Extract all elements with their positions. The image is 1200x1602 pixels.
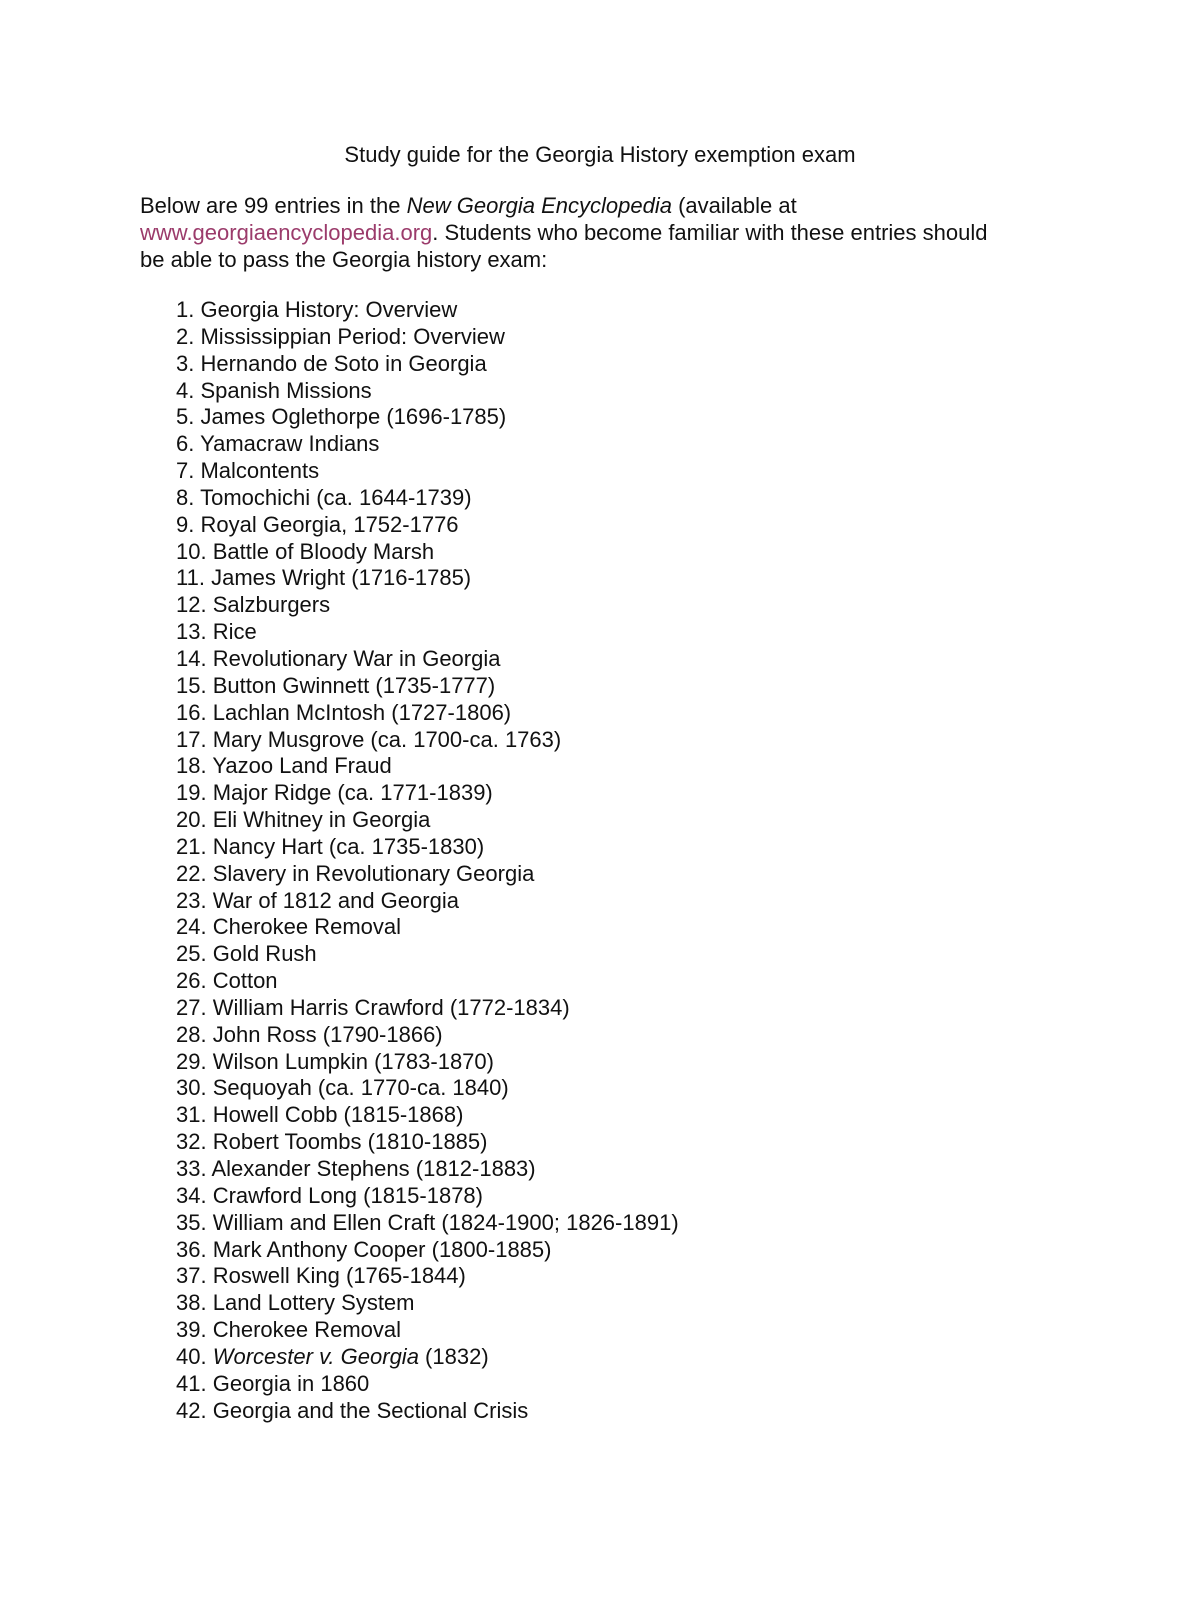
entry-number: 38. [176, 1290, 207, 1316]
entry-title: Gold Rush [212, 941, 317, 967]
entry-title: Alexander Stephens (1812-1883) [211, 1156, 536, 1181]
intro-text-3: . Students who become familiar with these entries should [432, 220, 988, 245]
entry-title: Royal Georgia, 1752-1776 [200, 511, 459, 537]
list-item [176, 404, 679, 431]
list-item [176, 565, 679, 592]
entry-number: 10. [176, 538, 207, 564]
entry-number: 9. [176, 511, 195, 537]
entry-title: Yamacraw Indians [200, 431, 380, 457]
intro-line-1 [140, 192, 1080, 219]
entry-title: Malcontents [200, 458, 320, 484]
intro-text-2: (available at [671, 193, 797, 218]
entry-number: 5. [176, 404, 195, 430]
entry-number: 8. [176, 484, 195, 510]
list-item [176, 1290, 679, 1317]
list-item [176, 458, 679, 485]
entry-title: Battle of Bloody Marsh [212, 538, 435, 564]
list-item [176, 1317, 679, 1344]
list-item [176, 807, 679, 834]
entry-title: John Ross (1790-1866) [212, 1021, 443, 1047]
entry-title: Georgia in 1860 [212, 1370, 370, 1396]
list-item [176, 780, 679, 807]
entry-number: 32. [176, 1129, 207, 1155]
entry-number: 14. [176, 645, 207, 671]
entry-title: Spanish Missions [200, 377, 372, 403]
entry-number: 12. [176, 592, 207, 618]
entry-title: Mary Musgrove (ca. 1700-ca. 1763) [212, 726, 562, 752]
entry-number: 40. [176, 1343, 207, 1369]
entry-title: William and Ellen Craft (1824-1900; 1826-1891) [212, 1209, 679, 1235]
entry-title: Button Gwinnett (1735-1777) [212, 672, 496, 698]
entry-title: Slavery in Revolutionary Georgia [212, 860, 535, 886]
entry-number: 41. [176, 1370, 207, 1396]
list-item [176, 1129, 679, 1156]
entry-title: Roswell King (1765-1844) [212, 1263, 466, 1289]
entry-title: Land Lottery System [212, 1290, 415, 1316]
intro-line-2 [140, 219, 1080, 246]
list-item [176, 1371, 679, 1398]
entry-number: 19. [176, 780, 207, 806]
entry-title: Georgia and the Sectional Crisis [212, 1397, 529, 1423]
entry-number: 30. [176, 1075, 207, 1101]
list-item [176, 351, 679, 378]
entry-number: 23. [176, 887, 207, 913]
intro-paragraph [140, 192, 1080, 273]
entry-number: 6. [176, 431, 195, 457]
entry-number: 4. [176, 377, 195, 403]
entry-title: Cotton [212, 968, 278, 994]
entry-number: 27. [176, 994, 207, 1020]
entry-title: James Wright (1716-1785) [211, 565, 472, 591]
list-item [176, 861, 679, 888]
list-item [176, 485, 679, 512]
entry-title: Yazoo Land Fraud [212, 753, 392, 779]
encyclopedia-name: New Georgia Encyclopedia [406, 193, 672, 218]
list-item [176, 673, 679, 700]
entry-number: 35. [176, 1209, 207, 1235]
list-item [176, 1075, 679, 1102]
list-item [176, 1183, 679, 1210]
entry-title: William Harris Crawford (1772-1834) [212, 994, 570, 1020]
entry-title: Robert Toombs (1810-1885) [212, 1129, 488, 1155]
entry-title: Wilson Lumpkin (1783-1870) [212, 1048, 494, 1074]
list-item [176, 324, 679, 351]
entry-title: (1832) [418, 1343, 489, 1369]
list-item [176, 378, 679, 405]
list-item [176, 619, 679, 646]
entry-number: 28. [176, 1021, 207, 1047]
entry-title: Nancy Hart (ca. 1735-1830) [212, 833, 485, 859]
entry-number: 1. [176, 297, 195, 322]
list-item [176, 1156, 679, 1183]
list-item [176, 914, 679, 941]
entry-title: Eli Whitney in Georgia [212, 807, 431, 833]
list-item [176, 646, 679, 673]
entry-title: Salzburgers [212, 592, 331, 618]
list-item [176, 297, 679, 324]
list-item [176, 753, 679, 780]
list-item [176, 995, 679, 1022]
list-item [176, 1398, 679, 1425]
entry-number: 3. [176, 350, 195, 376]
list-item [176, 592, 679, 619]
entry-title: Hernando de Soto in Georgia [200, 350, 487, 376]
entry-number: 17. [176, 726, 207, 752]
entry-number: 7. [176, 458, 195, 484]
entry-number: 18. [176, 753, 207, 779]
encyclopedia-link[interactable]: www.georgiaencyclopedia.org [140, 220, 433, 245]
entry-number: 37. [176, 1263, 207, 1289]
entry-number: 24. [176, 914, 207, 940]
entry-title: Georgia History: Overview [200, 297, 458, 322]
intro-text-1: Below are 99 entries in the [140, 193, 407, 218]
entry-title: Sequoyah (ca. 1770-ca. 1840) [212, 1075, 509, 1101]
entry-title-italic: Worcester v. Georgia [212, 1343, 419, 1369]
entry-number: 13. [176, 619, 207, 645]
list-item [176, 941, 679, 968]
list-item [176, 431, 679, 458]
list-item [176, 512, 679, 539]
document-title: Study guide for the Georgia History exemption exam [344, 142, 856, 167]
entry-number: 16. [176, 699, 207, 725]
entry-title: Howell Cobb (1815-1868) [212, 1102, 464, 1128]
entry-title: Major Ridge (ca. 1771-1839) [212, 780, 493, 806]
entry-title: Crawford Long (1815-1878) [212, 1182, 483, 1208]
entry-number: 33. [176, 1156, 207, 1181]
list-item [176, 1263, 679, 1290]
entry-number: 22. [176, 860, 207, 886]
entry-number: 20. [176, 807, 207, 833]
entry-title: Tomochichi (ca. 1644-1739) [200, 484, 472, 510]
list-item [176, 700, 679, 727]
entry-title: Rice [212, 619, 257, 645]
entry-number: 29. [176, 1048, 207, 1074]
list-item [176, 834, 679, 861]
entry-number: 31. [176, 1102, 207, 1128]
list-item [176, 1210, 679, 1237]
entry-number: 2. [176, 323, 195, 349]
entry-number: 11. [176, 565, 205, 591]
entry-number: 42. [176, 1397, 207, 1423]
list-item [176, 727, 679, 754]
list-item [176, 539, 679, 566]
entry-number: 25. [176, 941, 207, 967]
entry-number: 26. [176, 968, 207, 994]
entry-title: Lachlan McIntosh (1727-1806) [212, 699, 512, 725]
entry-title: Mississippian Period: Overview [200, 323, 505, 349]
list-item [176, 1237, 679, 1264]
entry-number: 21. [176, 833, 207, 859]
entry-number: 15. [176, 672, 207, 698]
entry-title: Cherokee Removal [212, 1317, 402, 1343]
intro-line-3: be able to pass the Georgia history exam: [140, 247, 548, 272]
entry-title: Revolutionary War in Georgia [212, 645, 501, 671]
entry-number: 36. [176, 1236, 207, 1262]
entry-title: Cherokee Removal [212, 914, 402, 940]
list-item [176, 968, 679, 995]
entry-title: Mark Anthony Cooper (1800-1885) [212, 1236, 552, 1262]
entries-list [176, 297, 679, 1424]
entry-title: James Oglethorpe (1696-1785) [200, 404, 507, 430]
list-item [176, 1344, 679, 1371]
entry-title: War of 1812 and Georgia [212, 887, 459, 913]
entry-number: 39. [176, 1317, 207, 1343]
list-item [176, 1102, 679, 1129]
list-item [176, 1049, 679, 1076]
list-item [176, 888, 679, 915]
entry-number: 34. [176, 1182, 207, 1208]
list-item [176, 1022, 679, 1049]
